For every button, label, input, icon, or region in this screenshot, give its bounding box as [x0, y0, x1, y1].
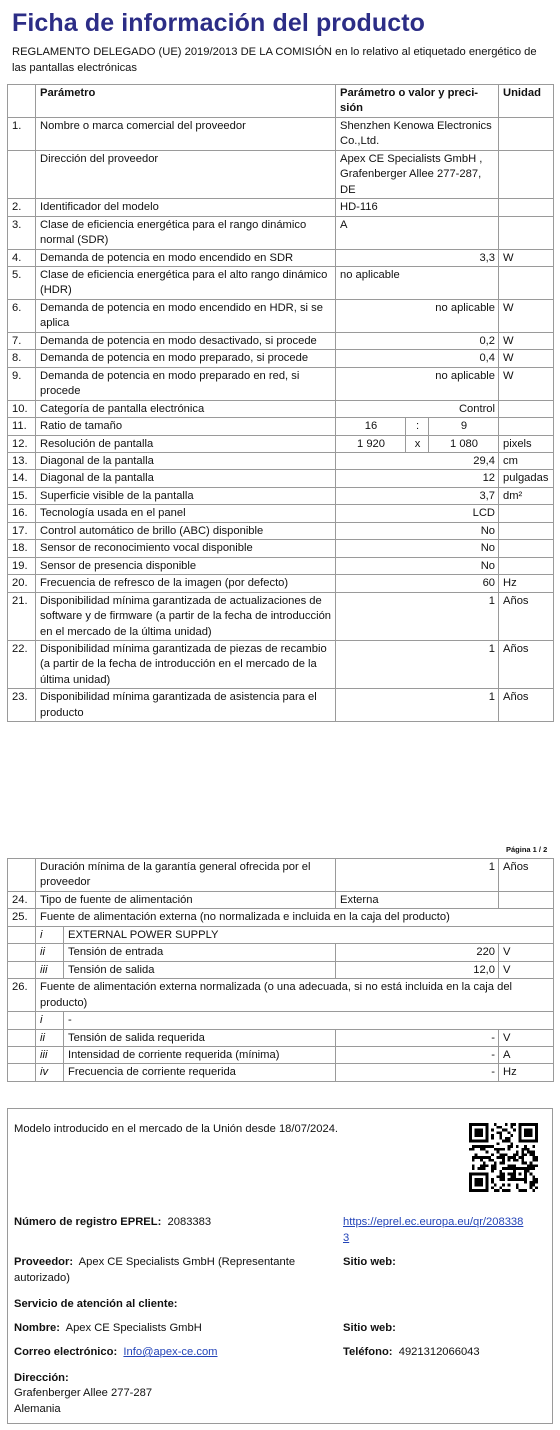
website-label: Sitio web:: [343, 1256, 396, 1268]
row-unit: [499, 150, 554, 198]
row-unit: pulgadas: [499, 470, 554, 487]
website-label-2: Sitio web:: [343, 1322, 396, 1334]
row-unit: W: [499, 249, 554, 266]
table-row: [8, 400, 554, 417]
row-parameter: Dirección del proveedor: [36, 150, 336, 198]
row-unit: [499, 557, 554, 574]
row-number: 22.: [8, 640, 36, 688]
row-value: 12: [336, 470, 499, 487]
row-parameter: Disponibilidad mínima garantizada de asistencia para el producto: [36, 689, 336, 722]
header-unit: Unidad: [499, 85, 554, 118]
qr-code-icon: [469, 1123, 538, 1192]
row-parameter: Resolución de pantalla: [36, 435, 336, 452]
regulation-subtitle: REGLAMENTO DELEGADO (UE) 2019/2013 DE LA COMISIÓN en lo relativo al etiquetado energético de las pantallas electrónicas: [12, 46, 537, 74]
row-number: 6.: [8, 299, 36, 332]
table-row: 24. Tipo de fuente de alimentación Externa: [8, 891, 554, 908]
row-parameter: Superficie visible de la pantalla: [36, 487, 336, 504]
table-row: iv Frecuencia de corriente requerida - Hz: [8, 1064, 554, 1081]
row-number: 10.: [8, 400, 36, 417]
row-unit: [499, 505, 554, 522]
table-row: [8, 216, 554, 249]
row-unit: Años: [499, 592, 554, 640]
row-number: 14.: [8, 470, 36, 487]
address-line-2: Alemania: [14, 1403, 61, 1415]
address-label: Dirección:: [14, 1372, 69, 1384]
row-value: 3,3: [336, 249, 499, 266]
row-number: 16.: [8, 505, 36, 522]
page-number: Página 1 / 2: [506, 845, 548, 854]
eprel-link[interactable]: https://eprel.ec.europa.eu/qr/2083383: [343, 1216, 524, 1244]
row-value: A: [336, 216, 499, 249]
table-row: iii Intensidad de corriente requerida (mínima) - A: [8, 1046, 554, 1063]
row-unit: Años: [499, 689, 554, 722]
row-parameter: Ratio de tamaño: [36, 418, 336, 435]
table-row: [8, 350, 554, 367]
row-unit: [499, 216, 554, 249]
row-parameter: Disponibilidad mínima garantizada de actualizaciones de software y de firmware (a partir de la fecha de introducción en el mercado de la última unidad): [36, 592, 336, 640]
row-value: 1: [336, 640, 499, 688]
row-value: Shenzhen Kenowa Electronics Co.,Ltd.: [336, 117, 499, 150]
row-parameter: Demanda de potencia en modo desactivado, si procede: [36, 332, 336, 349]
row-value: No: [336, 522, 499, 539]
table-row: [8, 367, 554, 400]
warranty-unit: Años: [499, 859, 554, 892]
power-supply-table: [7, 858, 554, 1082]
standard-supply-heading: Fuente de alimentación externa normalizada (o una adecuada, si no está incluida en la caja del producto): [36, 979, 554, 1012]
header-value: Parámetro o valor y preci-sión: [336, 85, 499, 118]
table-header-row: [8, 85, 554, 118]
row-parameter: Sensor de presencia disponible: [36, 557, 336, 574]
row-unit: [499, 522, 554, 539]
email-label: Correo electrónico:: [14, 1346, 118, 1358]
row-parameter: Categoría de pantalla electrónica: [36, 400, 336, 417]
row-parameter: Diagonal de la pantalla: [36, 452, 336, 469]
row-value-a: 1 920: [336, 435, 406, 452]
row-unit: cm: [499, 452, 554, 469]
row-number: 20.: [8, 575, 36, 592]
table-row: [8, 592, 554, 640]
row-value: Control: [336, 400, 499, 417]
row-parameter: Nombre o marca comercial del proveedor: [36, 117, 336, 150]
table-row: [8, 557, 554, 574]
row-unit: W: [499, 350, 554, 367]
row-value: 0,2: [336, 332, 499, 349]
row-number: 3.: [8, 216, 36, 249]
row-number: 2.: [8, 199, 36, 216]
row-parameter: Clase de eficiencia energética para el alto rango dinámico (HDR): [36, 266, 336, 299]
name-label: Nombre:: [14, 1322, 60, 1334]
row-number: 23.: [8, 689, 36, 722]
row-number: 5.: [8, 266, 36, 299]
row-value: 0,4: [336, 350, 499, 367]
address-line-1: Grafenberger Allee 277-287: [14, 1387, 153, 1399]
row-value: 60: [336, 575, 499, 592]
row-value: no aplicable: [336, 266, 499, 299]
row-value: 1: [336, 592, 499, 640]
market-intro-text: Modelo introducido en el mercado de la Unión desde 18/07/2024.: [14, 1123, 339, 1135]
row-unit: W: [499, 332, 554, 349]
table-row: [8, 540, 554, 557]
warranty-param: Duración mínima de la garantía general ofrecida por el proveedor: [36, 859, 336, 892]
table-row: [8, 505, 554, 522]
row-value: no aplicable: [336, 367, 499, 400]
table-row: [8, 435, 554, 452]
row-unit: Hz: [499, 575, 554, 592]
row-value-separator: x: [406, 435, 429, 452]
row-value: No: [336, 557, 499, 574]
warranty-value: 1: [336, 859, 499, 892]
row-value: 3,7: [336, 487, 499, 504]
table-row: 25. Fuente de alimentación externa (no normalizada e incluida en la caja del producto): [8, 909, 554, 926]
table-row: [8, 487, 554, 504]
row-unit: pixels: [499, 435, 554, 452]
row-number: 8.: [8, 350, 36, 367]
row-parameter: Demanda de potencia en modo preparado, si procede: [36, 350, 336, 367]
provider-label: Proveedor:: [14, 1256, 74, 1268]
row-value: 1: [336, 689, 499, 722]
row-unit: [499, 117, 554, 150]
product-info-table: [7, 84, 554, 722]
provider-value: Apex CE Specialists GmbH (Representante autorizado): [14, 1256, 296, 1284]
header-parameter: Parámetro: [36, 85, 336, 118]
row-number: 21.: [8, 592, 36, 640]
row-parameter: Sensor de reconocimiento vocal disponible: [36, 540, 336, 557]
row-number: 18.: [8, 540, 36, 557]
page-title: Ficha de información del producto: [12, 9, 426, 37]
table-row: ii Tensión de salida requerida - V: [8, 1029, 554, 1046]
row-number: 15.: [8, 487, 36, 504]
row-number: 11.: [8, 418, 36, 435]
row-unit: [499, 400, 554, 417]
table-row: i EXTERNAL POWER SUPPLY: [8, 926, 554, 943]
table-row: [8, 689, 554, 722]
table-row: [8, 640, 554, 688]
row-value-separator: :: [406, 418, 429, 435]
row-parameter: Frecuencia de refresco de la imagen (por defecto): [36, 575, 336, 592]
phone-label: Teléfono:: [343, 1346, 393, 1358]
row-unit: [499, 199, 554, 216]
phone-value: 4921312066043: [398, 1346, 480, 1358]
table-row: [8, 470, 554, 487]
row-parameter: Tecnología usada en el panel: [36, 505, 336, 522]
table-row: [8, 859, 554, 892]
email-link[interactable]: Info@apex-ce.com: [123, 1346, 218, 1358]
table-row: [8, 332, 554, 349]
row-unit: W: [499, 299, 554, 332]
row-unit: dm²: [499, 487, 554, 504]
table-row: [8, 249, 554, 266]
table-row: [8, 575, 554, 592]
row-number: [8, 150, 36, 198]
table-row: [8, 452, 554, 469]
table-row: [8, 418, 554, 435]
row-parameter: Identificador del modelo: [36, 199, 336, 216]
table-row: [8, 150, 554, 198]
header-num: [8, 85, 36, 118]
row-unit: [499, 540, 554, 557]
table-row: i -: [8, 1012, 554, 1029]
row-parameter: Diagonal de la pantalla: [36, 470, 336, 487]
row-number: 7.: [8, 332, 36, 349]
table-row: iii Tensión de salida 12,0 V: [8, 961, 554, 978]
row-value: HD-116: [336, 199, 499, 216]
row-value: No: [336, 540, 499, 557]
row-number: 12.: [8, 435, 36, 452]
eprel-label: Número de registro EPREL:: [14, 1216, 162, 1228]
row-number: 17.: [8, 522, 36, 539]
row-parameter: Demanda de potencia en modo encendido en HDR, si se aplica: [36, 299, 336, 332]
row-unit: W: [499, 367, 554, 400]
table-row: [8, 266, 554, 299]
power-type-param: Tipo de fuente de alimentación: [36, 891, 336, 908]
row-unit: Años: [499, 640, 554, 688]
eprel-number: 2083383: [167, 1216, 212, 1228]
row-number: 4.: [8, 249, 36, 266]
table-row: [8, 199, 554, 216]
table-row: [8, 117, 554, 150]
row-value: LCD: [336, 505, 499, 522]
power-type-value: Externa: [336, 891, 499, 908]
customer-service-label: Servicio de atención al cliente:: [14, 1298, 178, 1310]
row-number: 13.: [8, 452, 36, 469]
row-unit: [499, 418, 554, 435]
row-number: 19.: [8, 557, 36, 574]
table-row: ii Tensión de entrada 220 V: [8, 944, 554, 961]
row-value-a: 16: [336, 418, 406, 435]
row-number: 1.: [8, 117, 36, 150]
row-value: Apex CE Specialists GmbH , Grafenberger Allee 277-287, DE: [336, 150, 499, 198]
supplier-info-box: [7, 1108, 553, 1424]
row-parameter: Disponibilidad mínima garantizada de piezas de recambio (a partir de la fecha de introducción en el mercado de la última unidad): [36, 640, 336, 688]
row-value: 29,4: [336, 452, 499, 469]
row-parameter: Clase de eficiencia energética para el rango dinámico normal (SDR): [36, 216, 336, 249]
row-value: no aplicable: [336, 299, 499, 332]
row-parameter: Demanda de potencia en modo preparado en red, si procede: [36, 367, 336, 400]
row-value-b: 1 080: [429, 435, 499, 452]
external-supply-heading: Fuente de alimentación externa (no normalizada e incluida en la caja del producto): [36, 909, 554, 926]
row-unit: [499, 266, 554, 299]
name-value: Apex CE Specialists GmbH: [65, 1322, 202, 1334]
table-row: [8, 522, 554, 539]
row-parameter: Demanda de potencia en modo encendido en SDR: [36, 249, 336, 266]
row-number: 9.: [8, 367, 36, 400]
row-value-b: 9: [429, 418, 499, 435]
table-row: [8, 299, 554, 332]
row-parameter: Control automático de brillo (ABC) disponible: [36, 522, 336, 539]
table-row: 26. Fuente de alimentación externa normalizada (o una adecuada, si no está incluida en la caja del producto): [8, 979, 554, 1012]
